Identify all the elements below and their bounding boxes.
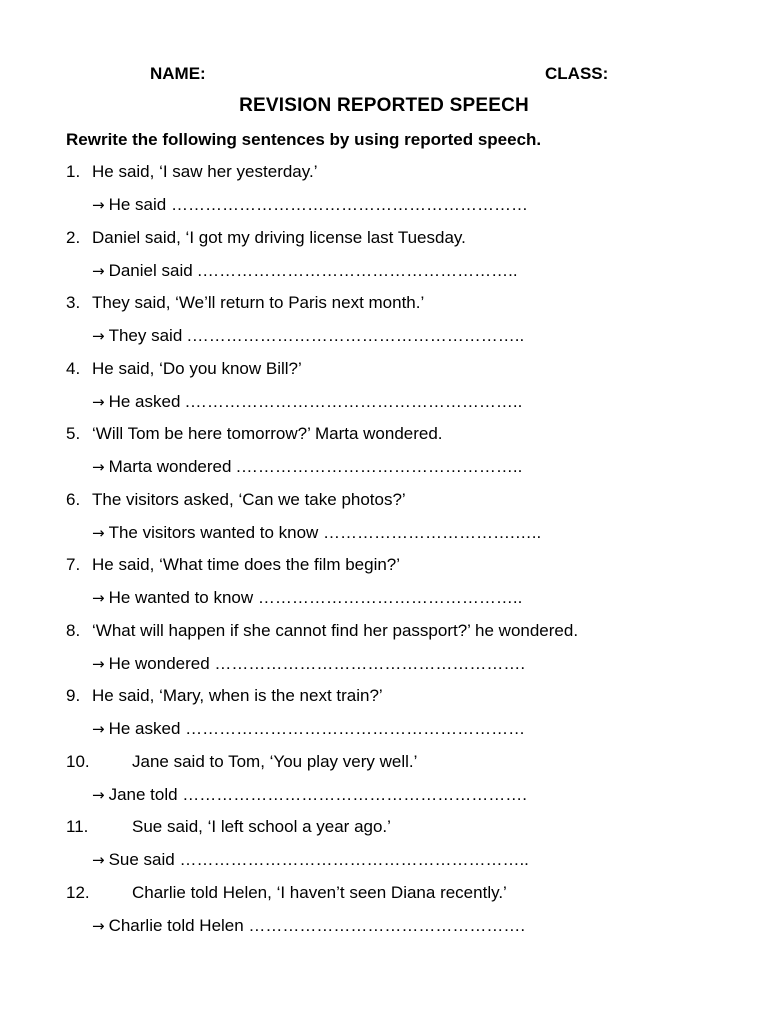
question-text: Charlie told Helen, ‘I haven’t seen Diana recently.’ [132, 882, 507, 902]
arrow-right-icon: → [92, 392, 105, 411]
exercise-item [0, 357, 768, 423]
arrow-right-icon: → [92, 654, 105, 673]
answer-prompt: He wanted to know ……………………………………….. [108, 588, 523, 607]
exercise-item [0, 291, 768, 357]
question-text: The visitors asked, ‘Can we take photos?’ [92, 489, 406, 509]
arrow-right-icon: → [92, 785, 105, 804]
exercise-number: 6. [66, 489, 81, 509]
answer-prompt: He said ……………………………………………………… [108, 195, 528, 214]
instructions: Rewrite the following sentences by using reported speech. [66, 130, 542, 149]
answer-line [92, 523, 541, 543]
question-text: Daniel said, ‘I got my driving license last Tuesday. [92, 227, 466, 247]
name-label: NAME: [150, 64, 206, 83]
arrow-right-icon: → [92, 720, 105, 738]
answer-prompt: He wondered ………………………………………………. [108, 653, 526, 673]
exercise-item [0, 553, 768, 619]
class-label: CLASS: [545, 64, 609, 83]
exercise-number: 11. [66, 817, 89, 836]
answer-prompt: Marta wondered .………………………………………….. [108, 457, 523, 476]
answer-prompt: Charlie told Helen …………………………………………. [108, 915, 526, 935]
question-text: Sue said, ‘I left school a year ago.’ [132, 817, 391, 836]
exercise-list [0, 160, 768, 946]
question-text: He said, ‘What time does the film begin?’ [92, 555, 401, 574]
exercise-question [66, 555, 400, 575]
exercise-number: 9. [66, 686, 81, 705]
exercise-item [0, 750, 768, 816]
exercise-number: 5. [66, 424, 81, 443]
exercise-number: 1. [66, 162, 81, 181]
answer-prompt: Sue said …………………………………………………….. [108, 850, 529, 869]
exercise-item [0, 684, 768, 750]
answer-prompt: Daniel said .……………………………………………….. [108, 260, 518, 280]
exercise-question [66, 228, 466, 248]
question-text: He said, ‘Do you know Bill?’ [92, 358, 302, 378]
question-text: He said, ‘Mary, when is the next train?’ [92, 686, 383, 705]
answer-line [92, 326, 524, 346]
exercise-item [0, 619, 768, 685]
answer-prompt: He asked …………………………………………………… [108, 719, 526, 738]
exercise-number: 10. [66, 751, 90, 771]
exercise-number: 3. [66, 293, 81, 312]
arrow-right-icon: → [92, 196, 105, 214]
exercise-number: 2. [66, 227, 81, 247]
answer-line [92, 785, 527, 805]
exercise-item [0, 226, 768, 292]
exercise-number: 7. [66, 555, 81, 574]
exercise-question [66, 490, 406, 510]
question-text: Jane said to Tom, ‘You play very well.’ [132, 751, 418, 771]
arrow-right-icon: → [92, 851, 105, 869]
answer-prompt: The visitors wanted to know …………………………….….. [108, 522, 542, 542]
exercise-question [66, 162, 318, 182]
answer-line [92, 916, 525, 936]
answer-prompt: Jane told ……………………………………………………. [108, 784, 528, 804]
exercise-question [66, 621, 578, 641]
answer-line [92, 457, 522, 477]
answer-line [92, 719, 525, 739]
question-text: They said, ‘We’ll return to Paris next month.’ [92, 293, 425, 312]
question-text: ‘Will Tom be here tomorrow?’ Marta wondered. [92, 424, 443, 443]
answer-line [92, 588, 522, 608]
arrow-right-icon: → [92, 327, 105, 345]
exercise-number: 8. [66, 620, 81, 640]
exercise-number: 12. [66, 882, 90, 902]
exercise-question [66, 359, 302, 379]
answer-prompt: They said .………………………………………………….. [108, 326, 525, 345]
worksheet-header [0, 60, 768, 86]
arrow-right-icon: → [92, 589, 105, 607]
exercise-item [0, 881, 768, 947]
exercise-question [66, 293, 424, 313]
exercise-question [66, 424, 443, 444]
arrow-right-icon: → [92, 916, 105, 935]
question-text: ‘What will happen if she cannot find her passport?’ he wondered. [92, 620, 579, 640]
question-text: He said, ‘I saw her yesterday.’ [92, 162, 318, 181]
answer-line [92, 195, 528, 215]
arrow-right-icon: → [92, 261, 105, 280]
exercise-question [66, 883, 507, 903]
answer-line [92, 392, 522, 412]
exercise-item [0, 488, 768, 554]
answer-line [92, 261, 518, 281]
exercise-question [66, 752, 417, 772]
answer-line [92, 654, 525, 674]
arrow-right-icon: → [92, 523, 105, 542]
exercise-item [0, 160, 768, 226]
worksheet-title: REVISION REPORTED SPEECH [239, 95, 529, 116]
answer-prompt: He asked .………………………………………………….. [108, 391, 523, 411]
exercise-item [0, 422, 768, 488]
exercise-item [0, 815, 768, 881]
exercise-question [66, 686, 383, 706]
exercise-number: 4. [66, 358, 81, 378]
arrow-right-icon: → [92, 458, 105, 476]
answer-line [92, 850, 529, 870]
exercise-question [66, 817, 391, 837]
